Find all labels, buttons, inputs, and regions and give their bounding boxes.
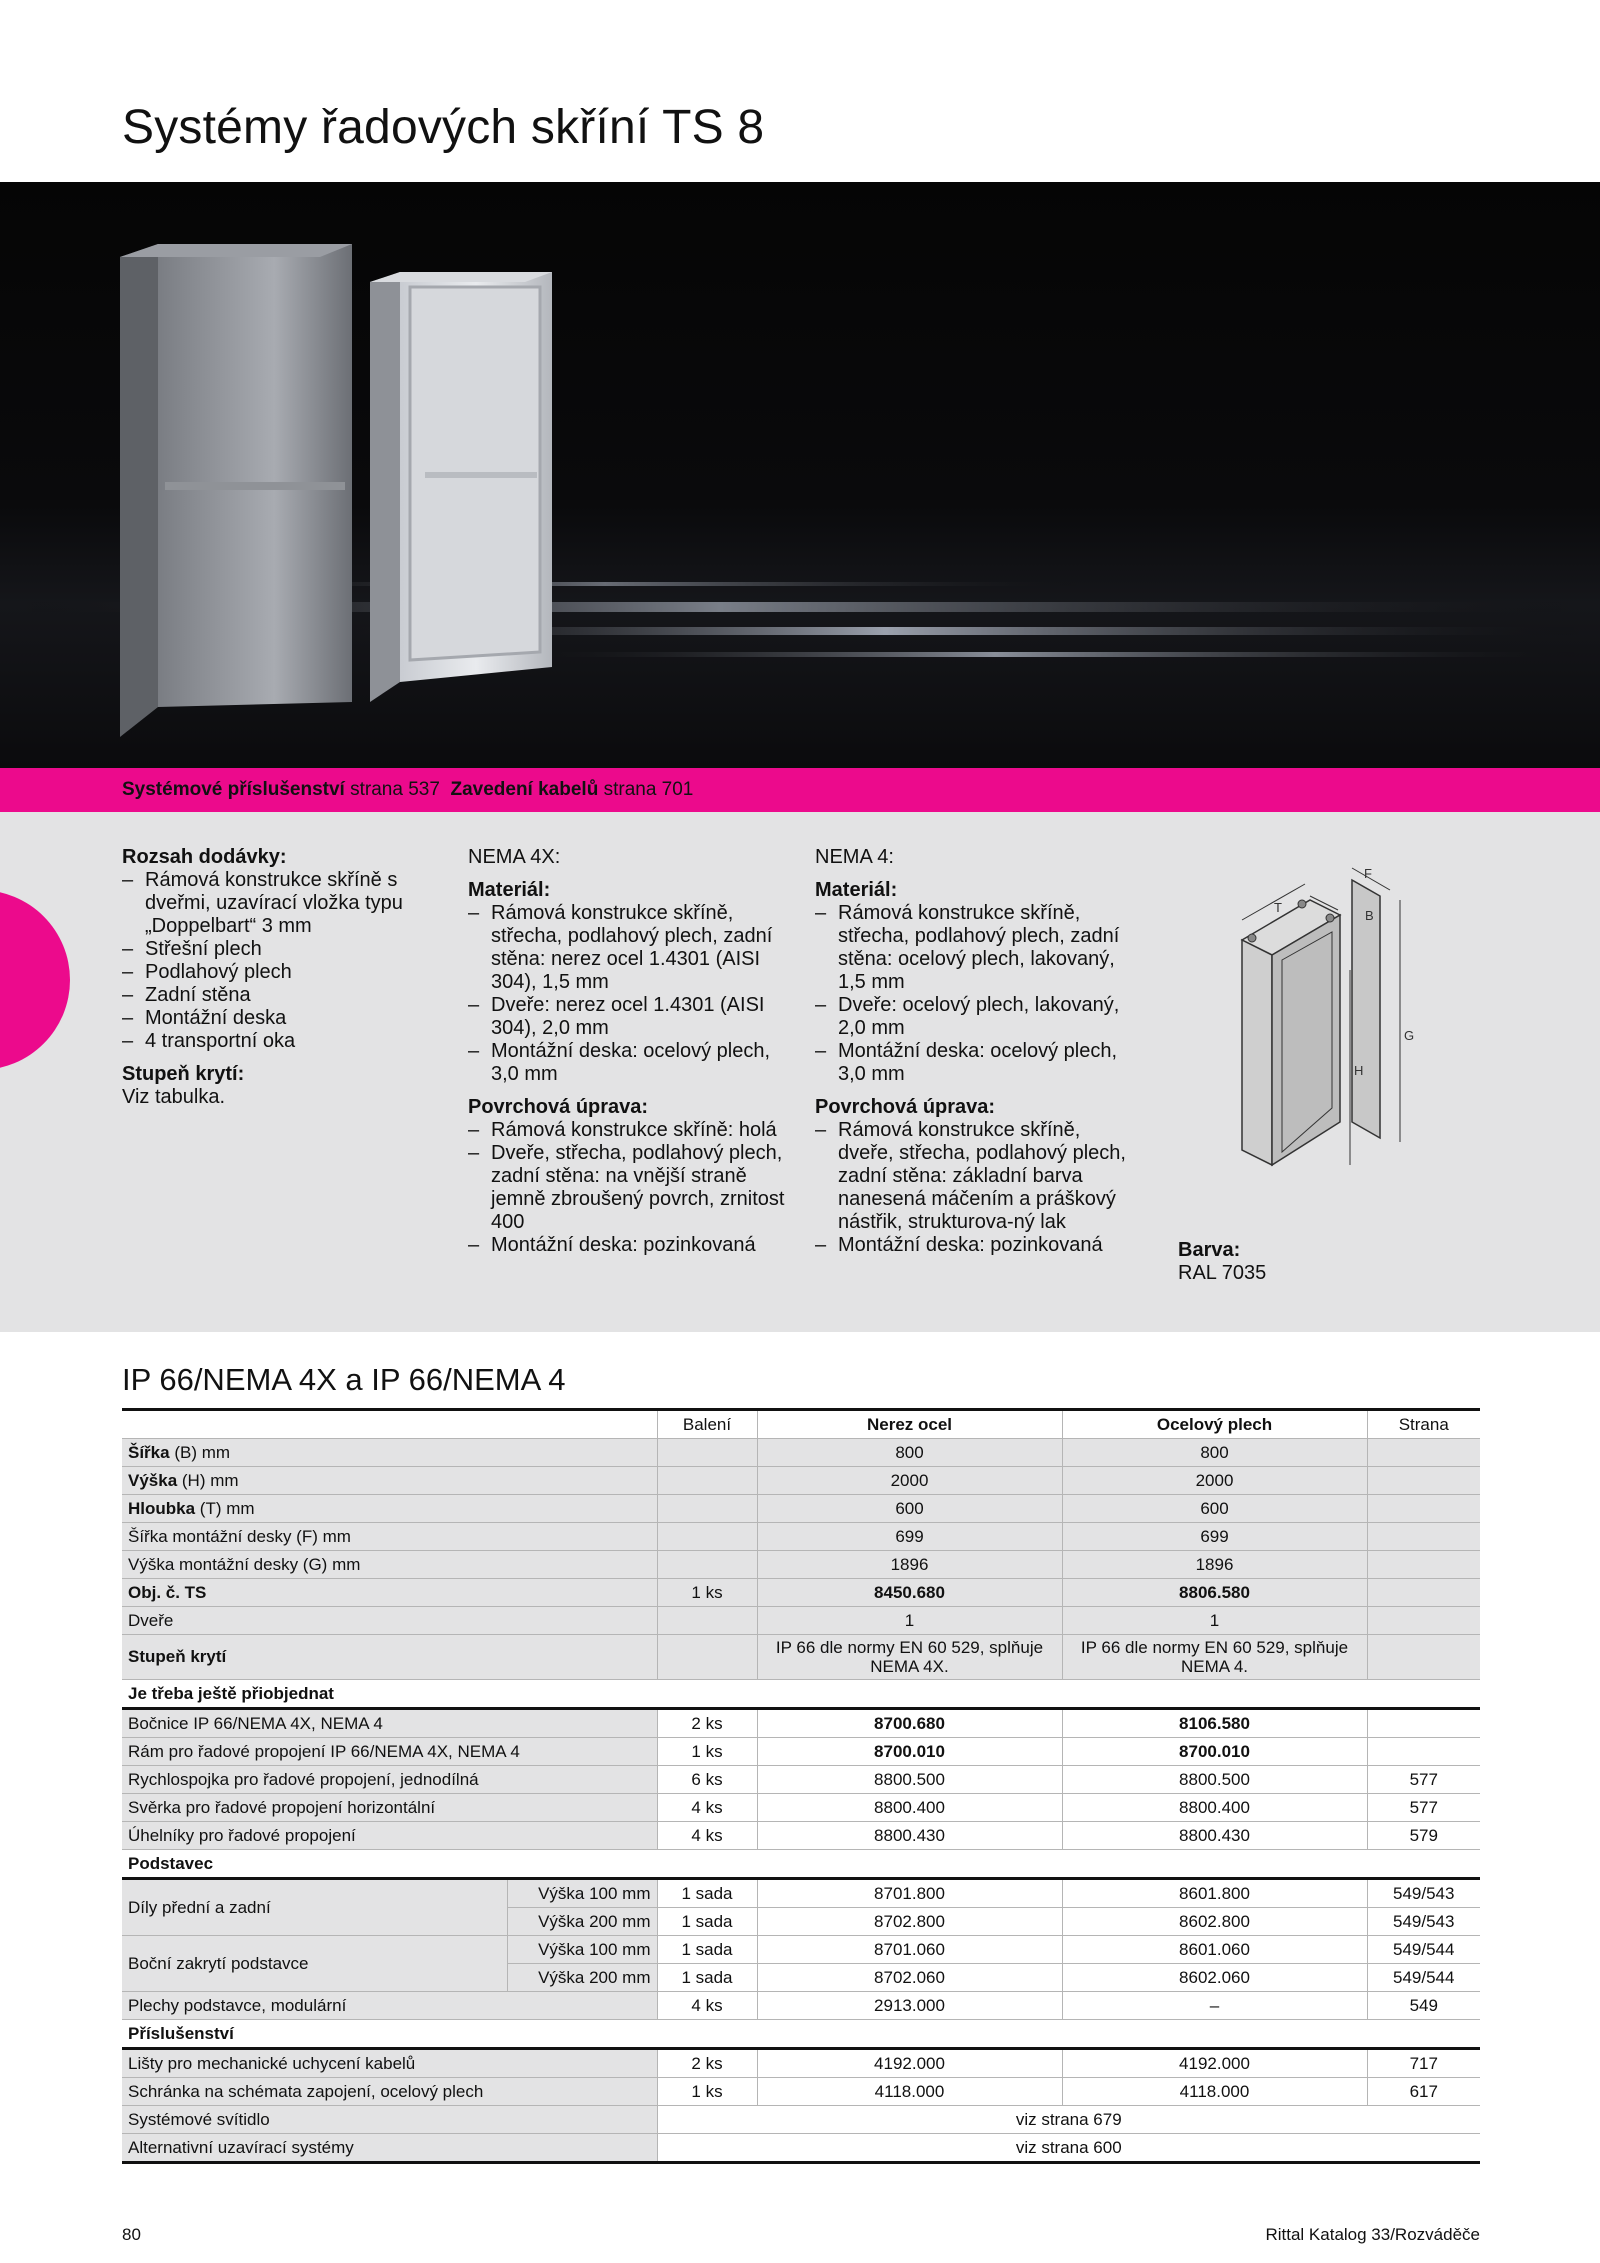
material-list [468,902,788,1086]
cell: Výška 100 mm [507,1879,657,1908]
cell: 800 [1062,1439,1367,1467]
table-row [122,1794,1480,1822]
list-item: – Dveře: ocelový plech, lakovaný, 2,0 mm [815,994,1135,1040]
cell: 8601.800 [1062,1879,1367,1908]
cell: 2000 [1062,1467,1367,1495]
cell: 8700.680 [757,1709,1062,1738]
row-label: Rychlospojka pro řadové propojení, jednodílná [122,1766,657,1794]
cell: 577 [1367,1766,1480,1794]
cell: 1 ks [657,2078,757,2106]
row-label: Systémové svítidlo [122,2106,657,2134]
dim-h-label: H [1354,1063,1364,1078]
row-label: Rám pro řadové propojení IP 66/NEMA 4X, NEMA 4 [122,1738,657,1766]
cell: 8800.430 [757,1822,1062,1850]
row-label: Dveře [122,1607,657,1635]
table-row [122,1635,1480,1680]
col-header-baleni: Balení [657,1410,757,1439]
col-header-ocel: Ocelový plech [1062,1410,1367,1439]
table-row [122,1738,1480,1766]
product-photo [0,182,1600,768]
cell: 8702.060 [757,1964,1062,1992]
cell: 8806.580 [1062,1579,1367,1607]
row-label: Plechy podstavce, modulární [122,1992,657,2020]
cell [1367,1709,1480,1738]
table-row [122,1551,1480,1579]
cell: 549/543 [1367,1908,1480,1936]
table-header-row [122,1410,1480,1439]
cell: 2913.000 [757,1992,1062,2020]
list-item: – Montážní deska: pozinkovaná [468,1234,788,1257]
surface-list [468,1119,788,1257]
cell: 1 sada [657,1879,757,1908]
cell: 577 [1367,1794,1480,1822]
row-unit: (B) mm [169,1442,231,1462]
cell: 1 sada [657,1936,757,1964]
cell: – [1062,1992,1367,2020]
material-list [815,902,1135,1086]
row-label: Díly přední a zadní [122,1879,507,1936]
row-label: Alternativní uzavírací systémy [122,2134,657,2163]
dim-t-label: T [1274,900,1282,915]
table-row [122,1607,1480,1635]
cell: 549/543 [1367,1879,1480,1908]
table-row [122,1495,1480,1523]
dim-b-label: B [1365,908,1374,923]
cell: viz strana 600 [657,2134,1480,2163]
table-row [122,1879,1480,1908]
cell: 717 [1367,2049,1480,2078]
row-label: Šířka montážní desky (F) mm [122,1523,657,1551]
row-label: Výška [128,1470,178,1490]
list-item: – Rámová konstrukce skříně, dveře, střecha, podlahový plech, zadní stěna: základní barva nanesená máčením a práškový nástřik, strukturova-ný lak [815,1119,1135,1234]
list-item: – Zadní stěna [122,984,422,1007]
cell: 4118.000 [1062,2078,1367,2106]
cell: 1 [1062,1607,1367,1635]
product-table [122,1408,1480,2164]
color-value: RAL 7035 [1178,1262,1267,1284]
surface-list [815,1119,1135,1257]
section-row [122,1680,1480,1709]
list-item: – Montážní deska: ocelový plech, 3,0 mm [468,1040,788,1086]
cell: 8800.400 [757,1794,1062,1822]
table-row [122,1709,1480,1738]
cell: 1 ks [657,1579,757,1607]
cabinet-illustration [0,182,1600,768]
cell: viz strana 679 [657,2106,1480,2134]
row-unit: (T) mm [195,1498,255,1518]
table-row [122,2078,1480,2106]
row-label: Lišty pro mechanické uchycení kabelů [122,2049,657,2078]
color-info [1178,1239,1266,1285]
row-label: Úhelníky pro řadové propojení [122,1822,657,1850]
protection-text: Viz tabulka. [122,1086,226,1108]
table-row [122,2049,1480,2078]
list-item: – Rámová konstrukce skříně, střecha, podlahový plech, zadní stěna: nerez ocel 1.4301 (AISI 304), 1,5 mm [468,902,788,994]
list-item: – Rámová konstrukce skříně: holá [468,1119,788,1142]
material-heading: Materiál: [468,879,551,901]
cell: 8701.060 [757,1936,1062,1964]
cell: 8601.060 [1062,1936,1367,1964]
cell: 8800.400 [1062,1794,1367,1822]
cell: 1 sada [657,1908,757,1936]
list-item: – Montážní deska: pozinkovaná [815,1234,1135,1257]
surface-heading: Povrchová úprava: [815,1096,996,1118]
table-row [122,1579,1480,1607]
table-row [122,2134,1480,2163]
list-item: – Montážní deska: ocelový plech, 3,0 mm [815,1040,1135,1086]
scope-list [122,869,422,1053]
list-item: – Střešní plech [122,938,422,961]
table-row [122,1523,1480,1551]
cell: 699 [1062,1523,1367,1551]
accessory-page: strana 537 [344,779,440,800]
cell: 8602.800 [1062,1908,1367,1936]
cell: 549 [1367,1992,1480,2020]
cell: Výška 200 mm [507,1964,657,1992]
cell: 549/544 [1367,1936,1480,1964]
cell: 8450.680 [757,1579,1062,1607]
table-row [122,1766,1480,1794]
cell: 8700.010 [757,1738,1062,1766]
cell: 4 ks [657,1794,757,1822]
col-header-strana: Strana [1367,1410,1480,1439]
cell: Výška 200 mm [507,1908,657,1936]
list-item: – Montážní deska [122,1007,422,1030]
section-label: Příslušenství [122,2020,1480,2049]
cell: 4 ks [657,1822,757,1850]
page-number: 80 [122,2225,141,2244]
cell: 549/544 [1367,1964,1480,1992]
cell: 8702.800 [757,1908,1062,1936]
cell: 1896 [1062,1551,1367,1579]
cell [1367,1738,1480,1766]
scope-heading: Rozsah dodávky: [122,846,287,868]
cell: 4 ks [657,1992,757,2020]
section-row [122,1850,1480,1879]
table-row [122,1439,1480,1467]
dim-g-label: G [1404,1028,1415,1043]
table-row [122,2106,1480,2134]
row-label: Boční zakrytí podstavce [122,1936,507,1992]
list-item: – Dveře: nerez ocel 1.4301 (AISI 304), 2,0 mm [468,994,788,1040]
row-label: Stupeň krytí [122,1635,657,1680]
page-title: Systémy řadových skříní TS 8 [122,101,765,154]
cell: 8800.500 [757,1766,1062,1794]
cell: 4192.000 [757,2049,1062,2078]
cell: 800 [757,1439,1062,1467]
cell: 617 [1367,2078,1480,2106]
table-row [122,1822,1480,1850]
protection-heading: Stupeň krytí: [122,1063,245,1085]
cell: 2 ks [657,2049,757,2078]
section-row [122,2020,1480,2049]
list-item: – Rámová konstrukce skříně s dveřmi, uzavírací vložka typu „Doppelbart“ 3 mm [122,869,422,938]
cell: 2 ks [657,1709,757,1738]
table-row [122,1992,1480,2020]
cell: 1 sada [657,1964,757,1992]
cell: 600 [1062,1495,1367,1523]
cell: 8700.010 [1062,1738,1367,1766]
section-title: IP 66/NEMA 4X a IP 66/NEMA 4 [122,1362,566,1397]
cell: 2000 [757,1467,1062,1495]
accessory-link[interactable]: Systémové příslušenství [122,779,345,800]
cell: 8701.800 [757,1879,1062,1908]
cell: IP 66 dle normy EN 60 529, splňuje NEMA 4. [1062,1635,1367,1680]
dim-f-label: F [1364,866,1372,881]
list-item: – Rámová konstrukce skříně, střecha, podlahový plech, zadní stěna: ocelový plech, lakovaný, 1,5 mm [815,902,1135,994]
cell: 8106.580 [1062,1709,1367,1738]
row-label: Výška montážní desky (G) mm [122,1551,657,1579]
cell: 8602.060 [1062,1964,1367,1992]
catalog-name: Rittal Katalog 33/Rozváděče [1265,2225,1480,2244]
cell: 1896 [757,1551,1062,1579]
row-label: Hloubka [128,1498,196,1518]
row-label: Bočnice IP 66/NEMA 4X, NEMA 4 [122,1709,657,1738]
cell: 579 [1367,1822,1480,1850]
cell: 8800.430 [1062,1822,1367,1850]
row-unit: (H) mm [177,1470,239,1490]
cell: 600 [757,1495,1062,1523]
section-label: Podstavec [122,1850,1480,1879]
row-label: Šířka [128,1442,170,1462]
cable-entry-link[interactable]: Zavedení kabelů [450,779,599,800]
cell: 6 ks [657,1766,757,1794]
row-label: Schránka na schémata zapojení, ocelový plech [122,2078,657,2106]
scope-column [122,846,422,1109]
cell: Výška 100 mm [507,1936,657,1964]
list-item: – 4 transportní oka [122,1030,422,1053]
list-item: – Dveře, střecha, podlahový plech, zadní stěna: na vnější straně jemně zbroušený povrch, zrnitost 400 [468,1142,788,1234]
cell: 1 [757,1607,1062,1635]
section-label: Je třeba ještě přiobjednat [122,1680,1480,1709]
nema4x-title: NEMA 4X: [468,846,561,868]
color-label: Barva: [1178,1239,1241,1261]
cell: 1 ks [657,1738,757,1766]
table-row [122,1936,1480,1964]
cell: IP 66 dle normy EN 60 529, splňuje NEMA 4X. [757,1635,1062,1680]
row-label: Obj. č. TS [122,1579,657,1607]
cell: 8800.500 [1062,1766,1367,1794]
col-header-nerez: Nerez ocel [757,1410,1062,1439]
cable-entry-page: strana 701 [598,779,694,800]
accessory-links-bar [0,768,1600,812]
cell: 699 [757,1523,1062,1551]
row-label: Svěrka pro řadové propojení horizontální [122,1794,657,1822]
nema4-column [815,846,1135,1257]
material-heading: Materiál: [815,879,898,901]
list-item: – Podlahový plech [122,961,422,984]
surface-heading: Povrchová úprava: [468,1096,649,1118]
dimension-drawing [1230,860,1470,1180]
nema4x-column [468,846,788,1257]
table-row [122,1467,1480,1495]
cell: 4118.000 [757,2078,1062,2106]
nema4-title: NEMA 4: [815,846,894,868]
cell: 4192.000 [1062,2049,1367,2078]
